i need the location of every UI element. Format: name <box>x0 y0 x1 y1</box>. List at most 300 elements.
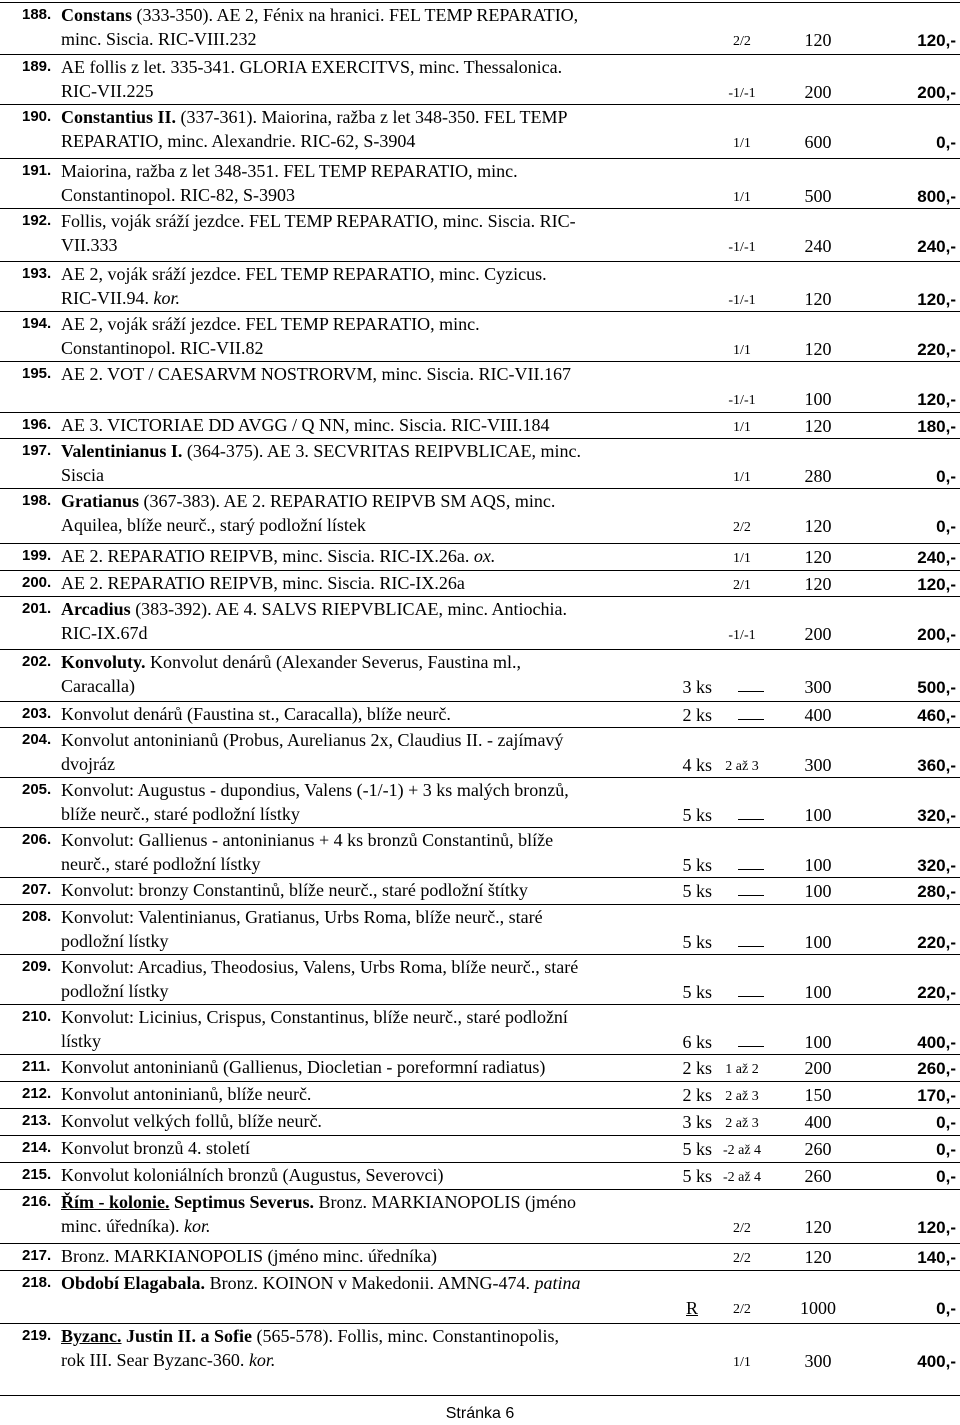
lot-description <box>61 955 676 1003</box>
result-price: 240,- <box>917 237 956 256</box>
lot-number: 207. <box>22 881 52 898</box>
lot-description <box>61 597 676 645</box>
description-segment: Konvolut antoninianů (Gallienus, Diocletian - poreformní radiatus) <box>61 1057 546 1077</box>
description-line <box>61 105 676 129</box>
table-bottom-rule <box>0 1395 960 1396</box>
grade-dash <box>738 819 764 820</box>
description-segment: Konvolut: Valentinianus, Gratianus, Urbs Roma, blíže neurč., staré <box>61 907 543 927</box>
lot-grade: -1/-1 <box>728 393 756 408</box>
description-segment: rok III. Sear Byzanc-360. <box>61 1350 249 1370</box>
result-price: 800,- <box>917 187 956 206</box>
lot-grade: 1 až 2 <box>725 1062 759 1077</box>
lot-row <box>0 488 960 543</box>
description-line <box>61 262 676 286</box>
lot-number: 188. <box>22 6 52 23</box>
lot-row <box>0 727 960 777</box>
lot-grade: 1/1 <box>733 190 751 205</box>
lot-quantity: 3 ks <box>682 1112 712 1132</box>
description-segment: Constans <box>61 5 133 25</box>
lot-row <box>0 570 960 596</box>
description-line <box>61 544 676 568</box>
lot-description <box>61 571 676 595</box>
lot-row <box>0 361 960 412</box>
description-line <box>61 1324 676 1348</box>
lot-row <box>0 1189 960 1243</box>
description-segment: Maiorina, ražba z let 348-351. FEL TEMP REPARATIO, minc. <box>61 161 518 181</box>
lot-row <box>0 1243 960 1270</box>
result-price: 120,- <box>917 31 956 50</box>
description-segment: Arcadius <box>61 599 131 619</box>
lot-quantity: 5 ks <box>682 1166 712 1186</box>
lot-description <box>61 362 676 410</box>
starting-price: 120 <box>804 416 832 436</box>
description-segment: Konvolut: bronzy Constantinů, blíže neurč., staré podložní štítky <box>61 880 528 900</box>
description-segment: AE 2. REPARATIO REIPVB, minc. Siscia. RIC-IX.26a. <box>61 546 474 566</box>
description-segment: Aquilea, blíže neurč., starý podložní lístek <box>61 515 366 535</box>
lot-number: 205. <box>22 781 52 798</box>
lot-description <box>61 1163 676 1187</box>
lot-quantity: 5 ks <box>682 881 712 901</box>
lot-number: 196. <box>22 416 52 433</box>
description-segment: (367-383). AE 2. REPARATIO REIPVB SM AQS, minc. <box>139 491 556 511</box>
starting-price: 150 <box>804 1085 832 1105</box>
starting-price: 400 <box>804 705 832 725</box>
description-segment: (337-361). Maiorina, ražba z let 348-350. FEL TEMP <box>176 107 568 127</box>
result-price: 120,- <box>917 290 956 309</box>
starting-price: 100 <box>804 881 832 901</box>
lot-number: 194. <box>22 315 52 332</box>
description-segment: RIC-VII.225 <box>61 81 154 101</box>
lot-description <box>61 544 676 568</box>
description-line <box>61 386 676 410</box>
result-price: 120,- <box>917 575 956 594</box>
lot-number: 201. <box>22 600 52 617</box>
lot-grade: -1/-1 <box>728 86 756 101</box>
lot-number: 192. <box>22 212 52 229</box>
lot-number: 212. <box>22 1085 52 1102</box>
lot-row <box>0 777 960 827</box>
lot-description <box>61 262 676 310</box>
starting-price: 280 <box>804 466 832 486</box>
result-price: 0,- <box>936 1299 956 1318</box>
lot-quantity: 2 ks <box>682 1058 712 1078</box>
description-line <box>61 979 676 1003</box>
description-segment: Konvolut bronzů 4. století <box>61 1138 250 1158</box>
lot-row <box>0 543 960 570</box>
lot-description <box>61 439 676 487</box>
description-segment: Constantinopol. RIC-VII.82 <box>61 338 264 358</box>
description-segment: (565-578). Follis, minc. Constantinopolis, <box>252 1326 560 1346</box>
lot-row <box>0 701 960 727</box>
description-line <box>61 752 676 776</box>
description-segment: ox. <box>473 546 496 566</box>
description-line <box>61 597 676 621</box>
description-segment: Bronz. MARKIANOPOLIS (jméno minc. úředníka) <box>61 1246 437 1266</box>
grade-dash <box>738 996 764 997</box>
lot-grade: 1/1 <box>733 420 751 435</box>
lot-description <box>61 1324 676 1372</box>
lot-number: 204. <box>22 731 52 748</box>
lot-number: 216. <box>22 1193 52 1210</box>
description-line <box>61 362 676 386</box>
result-price: 360,- <box>917 756 956 775</box>
description-line <box>61 489 676 513</box>
lot-number: 206. <box>22 831 52 848</box>
starting-price: 400 <box>804 1112 832 1132</box>
starting-price: 120 <box>804 1217 832 1237</box>
lot-grade: -2 až 4 <box>722 1143 762 1158</box>
description-segment: podložní lístky <box>61 981 169 1001</box>
lot-row <box>0 649 960 701</box>
lot-grade: 2/2 <box>733 1302 751 1317</box>
result-price: 180,- <box>917 417 956 436</box>
lot-number: 208. <box>22 908 52 925</box>
lot-row <box>0 261 960 311</box>
description-segment: Septimus Severus. <box>174 1192 315 1212</box>
result-price: 240,- <box>917 548 956 567</box>
description-segment: Bronz. MARKIANOPOLIS (jméno <box>314 1192 577 1212</box>
rarity-mark: R <box>686 1298 699 1318</box>
description-segment: Caracalla) <box>61 676 135 696</box>
lot-description <box>61 702 676 726</box>
description-line <box>61 802 676 826</box>
lot-grade: 2/1 <box>733 578 751 593</box>
description-line <box>61 233 676 257</box>
result-price: 220,- <box>917 340 956 359</box>
lot-row <box>0 1108 960 1135</box>
lot-description <box>61 209 676 257</box>
description-segment: kor. <box>183 1216 211 1236</box>
lot-number: 193. <box>22 265 52 282</box>
lot-row <box>0 104 960 158</box>
lot-row <box>0 54 960 104</box>
lot-quantity: 2 ks <box>682 1085 712 1105</box>
lot-grade: 2 až 3 <box>725 759 759 774</box>
description-segment: podložní lístky <box>61 931 169 951</box>
description-line <box>61 286 676 310</box>
result-price: 220,- <box>917 933 956 952</box>
starting-price: 260 <box>804 1139 832 1159</box>
lot-description <box>61 159 676 207</box>
lot-description <box>61 105 676 153</box>
lot-description <box>61 55 676 103</box>
lot-quantity: 6 ks <box>682 1032 712 1052</box>
lot-quantity: 5 ks <box>682 805 712 825</box>
description-line <box>61 878 676 902</box>
description-segment: kor. <box>248 1350 276 1370</box>
lot-description <box>61 1271 676 1319</box>
lot-grade: -1/-1 <box>728 628 756 643</box>
description-line <box>61 1348 676 1372</box>
description-segment: RIC-IX.67d <box>61 623 148 643</box>
lot-row <box>0 208 960 261</box>
description-segment: kor. <box>153 288 180 308</box>
description-segment: AE follis z let. 335-341. GLORIA EXERCITVS, minc. Thessalonica. <box>61 57 563 77</box>
grade-dash <box>738 719 764 720</box>
lot-grade: 2/2 <box>733 34 751 49</box>
lot-number: 189. <box>22 58 52 75</box>
result-price: 460,- <box>917 706 956 725</box>
lot-row <box>0 158 960 208</box>
description-line <box>61 209 676 233</box>
lot-description <box>61 413 676 437</box>
starting-price: 300 <box>804 755 832 775</box>
result-price: 200,- <box>917 625 956 644</box>
description-segment: Konvolut denárů (Alexander Severus, Faustina ml., <box>145 652 521 672</box>
description-segment: Constantinopol. RIC-82, S-3903 <box>61 185 296 205</box>
starting-price: 260 <box>804 1166 832 1186</box>
description-line <box>61 1163 676 1187</box>
lot-quantity: 2 ks <box>682 705 712 725</box>
description-line <box>61 183 676 207</box>
description-segment: Konvolut: Arcadius, Theodosius, Valens, Urbs Roma, blíže neurč., staré <box>61 957 579 977</box>
lot-description <box>61 778 676 826</box>
lot-grade: 1/1 <box>733 551 751 566</box>
lot-number: 214. <box>22 1139 52 1156</box>
description-line <box>61 1244 676 1268</box>
lot-description <box>61 1005 676 1053</box>
description-segment: Siscia <box>61 465 104 485</box>
description-line <box>61 702 676 726</box>
lot-description <box>61 728 676 776</box>
lot-row <box>0 1081 960 1108</box>
result-price: 120,- <box>917 1218 956 1237</box>
starting-price: 120 <box>804 30 832 50</box>
description-line <box>61 1109 676 1133</box>
lot-row <box>0 2 960 54</box>
starting-price: 300 <box>804 677 832 697</box>
lot-description <box>61 905 676 953</box>
starting-price: 100 <box>804 389 832 409</box>
lot-quantity: 5 ks <box>682 982 712 1002</box>
description-segment: AE 2. REPARATIO REIPVB, minc. Siscia. RIC-IX.26a <box>61 573 465 593</box>
description-segment: Justin II. a Sofie <box>126 1326 253 1346</box>
description-line <box>61 1214 676 1238</box>
description-line <box>61 312 676 336</box>
lot-description <box>61 650 676 698</box>
lot-grade: 1/1 <box>733 343 751 358</box>
result-price: 0,- <box>936 467 956 486</box>
grade-dash <box>738 869 764 870</box>
description-line <box>61 463 676 487</box>
grade-dash <box>738 946 764 947</box>
description-segment: Valentinianus I. <box>61 441 183 461</box>
lot-row <box>0 877 960 904</box>
description-segment: REPARATIO, minc. Alexandrie. RIC-62, S-3904 <box>61 131 416 151</box>
result-price: 320,- <box>917 806 956 825</box>
starting-price: 100 <box>804 932 832 952</box>
starting-price: 120 <box>804 574 832 594</box>
result-price: 170,- <box>917 1086 956 1105</box>
lot-description <box>61 1244 676 1268</box>
description-segment: Konvolut velkých follů, blíže neurč. <box>61 1111 322 1131</box>
result-price: 200,- <box>917 83 956 102</box>
description-segment: RIC-VII.94. <box>61 288 154 308</box>
lot-quantity: 4 ks <box>682 755 712 775</box>
lot-number: 203. <box>22 705 52 722</box>
result-price: 320,- <box>917 856 956 875</box>
description-line <box>61 55 676 79</box>
description-segment: Bronz. KOINON v Makedonii. AMNG-474. <box>205 1273 535 1293</box>
lot-grade: -1/-1 <box>728 240 756 255</box>
lot-grade: 2 až 3 <box>725 1116 759 1131</box>
lot-number: 219. <box>22 1327 52 1344</box>
lot-quantity: 5 ks <box>682 1139 712 1159</box>
lot-number: 200. <box>22 574 52 591</box>
starting-price: 240 <box>804 236 832 256</box>
description-line <box>61 1082 676 1106</box>
description-line <box>61 1029 676 1053</box>
lot-description <box>61 1055 676 1079</box>
description-segment: AE 2, voják sráží jezdce. FEL TEMP REPARATIO, minc. Cyzicus. <box>61 264 547 284</box>
grade-dash <box>738 1046 764 1047</box>
lot-grade: -2 až 4 <box>722 1170 762 1185</box>
lot-number: 190. <box>22 108 52 125</box>
lot-description <box>61 3 676 51</box>
lot-quantity: 5 ks <box>682 932 712 952</box>
lot-grade: 2/2 <box>733 1221 751 1236</box>
result-price: 500,- <box>917 678 956 697</box>
lot-row <box>0 412 960 438</box>
description-line <box>61 79 676 103</box>
lot-number: 198. <box>22 492 52 509</box>
starting-price: 120 <box>804 289 832 309</box>
description-line <box>61 778 676 802</box>
description-line <box>61 159 676 183</box>
description-segment: minc. Siscia. RIC-VIII.232 <box>61 29 257 49</box>
lot-number: 195. <box>22 365 52 382</box>
description-segment: AE 2, voják sráží jezdce. FEL TEMP REPARATIO, minc. <box>61 314 480 334</box>
lot-number: 215. <box>22 1166 52 1183</box>
description-line <box>61 3 676 27</box>
lot-grade: 2 až 3 <box>725 1089 759 1104</box>
description-line <box>61 1055 676 1079</box>
lot-number: 202. <box>22 653 52 670</box>
description-line <box>61 27 676 51</box>
description-segment: AE 3. VICTORIAE DD AVGG / Q NN, minc. Siscia. RIC-VIII.184 <box>61 415 550 435</box>
starting-price: 100 <box>804 805 832 825</box>
page-footer: Stránka 6 <box>445 1405 515 1422</box>
grade-dash <box>738 691 764 692</box>
result-price: 0,- <box>936 1167 956 1186</box>
description-segment: Constantius II. <box>61 107 177 127</box>
starting-price: 120 <box>804 1247 832 1267</box>
description-line <box>61 650 676 674</box>
lot-grade: 2/2 <box>733 1251 751 1266</box>
description-line <box>61 336 676 360</box>
description-line <box>61 852 676 876</box>
description-segment: AE 2. VOT / CAESARVM NOSTRORVM, minc. Siscia. RIC-VII.167 <box>61 364 571 384</box>
starting-price: 120 <box>804 516 832 536</box>
lot-grade: 1/1 <box>733 470 751 485</box>
description-segment: minc. úředníka). <box>61 1216 184 1236</box>
lot-quantity: 3 ks <box>682 677 712 697</box>
description-segment: Konvolut: Gallienus - antoninianus + 4 ks bronzů Constantinů, blíže <box>61 830 554 850</box>
starting-price: 120 <box>804 547 832 567</box>
description-line <box>61 1005 676 1029</box>
description-segment: patina <box>534 1273 581 1293</box>
description-segment: Řím - kolonie. <box>61 1192 170 1212</box>
starting-price: 200 <box>804 1058 832 1078</box>
grade-dash <box>738 895 764 896</box>
description-line <box>61 1295 676 1319</box>
description-segment: Konvoluty. <box>61 652 146 672</box>
lot-grade: 1/1 <box>733 1355 751 1370</box>
result-price: 0,- <box>936 1113 956 1132</box>
result-price: 120,- <box>917 390 956 409</box>
lot-row <box>0 1270 960 1323</box>
description-line <box>61 129 676 153</box>
description-segment: neurč., staré podložní lístky <box>61 854 261 874</box>
lot-quantity: 5 ks <box>682 855 712 875</box>
starting-price: 600 <box>804 132 832 152</box>
lot-row <box>0 827 960 877</box>
lot-grade: 1/1 <box>733 136 751 151</box>
lot-row <box>0 954 960 1004</box>
lot-row <box>0 1054 960 1081</box>
lot-description <box>61 1109 676 1133</box>
starting-price: 500 <box>804 186 832 206</box>
description-line <box>61 1190 676 1214</box>
description-segment: Follis, voják sráží jezdce. FEL TEMP REPARATIO, minc. Siscia. RIC- <box>61 211 576 231</box>
lot-row <box>0 904 960 954</box>
lot-row <box>0 1004 960 1054</box>
description-line <box>61 929 676 953</box>
description-line <box>61 621 676 645</box>
lot-description <box>61 1190 676 1238</box>
lot-description <box>61 489 676 537</box>
lot-row <box>0 1323 960 1395</box>
lot-number: 197. <box>22 442 52 459</box>
description-segment: Konvolut: Augustus - dupondius, Valens (-1/-1) + 3 ks malých bronzů, <box>61 780 569 800</box>
lot-row <box>0 596 960 649</box>
starting-price: 200 <box>804 82 832 102</box>
lot-number: 213. <box>22 1112 52 1129</box>
lot-description <box>61 828 676 876</box>
description-line <box>61 439 676 463</box>
lot-grade: -1/-1 <box>728 293 756 308</box>
result-price: 140,- <box>917 1248 956 1267</box>
description-segment: Konvolut antoninianů, blíže neurč. <box>61 1084 312 1104</box>
description-line <box>61 513 676 537</box>
starting-price: 100 <box>804 1032 832 1052</box>
lot-number: 218. <box>22 1274 52 1291</box>
lot-description <box>61 1082 676 1106</box>
result-price: 260,- <box>917 1059 956 1078</box>
lot-description <box>61 1136 676 1160</box>
result-price: 280,- <box>917 882 956 901</box>
description-segment: Byzanc. <box>61 1326 122 1346</box>
lot-number: 191. <box>22 162 52 179</box>
description-line <box>61 571 676 595</box>
description-segment: (364-375). AE 3. SECVRITAS REIPVBLICAE, minc. <box>182 441 581 461</box>
description-segment: (383-392). AE 4. SALVS RIEPVBLICAE, minc. Antiochia. <box>130 599 568 619</box>
result-price: 0,- <box>936 517 956 536</box>
description-segment: Konvolut: Licinius, Crispus, Constantinus, blíže neurč., staré podložní <box>61 1007 568 1027</box>
description-segment: (333-350). AE 2, Fénix na hranici. FEL TEMP REPARATIO, <box>132 5 579 25</box>
description-line <box>61 1271 676 1295</box>
description-segment: Konvolut koloniálních bronzů (Augustus, Severovci) <box>61 1165 444 1185</box>
lot-number: 210. <box>22 1008 52 1025</box>
lot-description <box>61 878 676 902</box>
result-price: 220,- <box>917 983 956 1002</box>
description-segment: Konvolut denárů (Faustina st., Caracalla), blíže neurč. <box>61 704 451 724</box>
description-segment: Konvolut antoninianů (Probus, Aurelianus 2x, Claudius II. - zajímavý <box>61 730 564 750</box>
lot-number: 211. <box>22 1058 51 1075</box>
lot-row <box>0 438 960 488</box>
lot-grade: 2/2 <box>733 520 751 535</box>
description-line <box>61 1136 676 1160</box>
